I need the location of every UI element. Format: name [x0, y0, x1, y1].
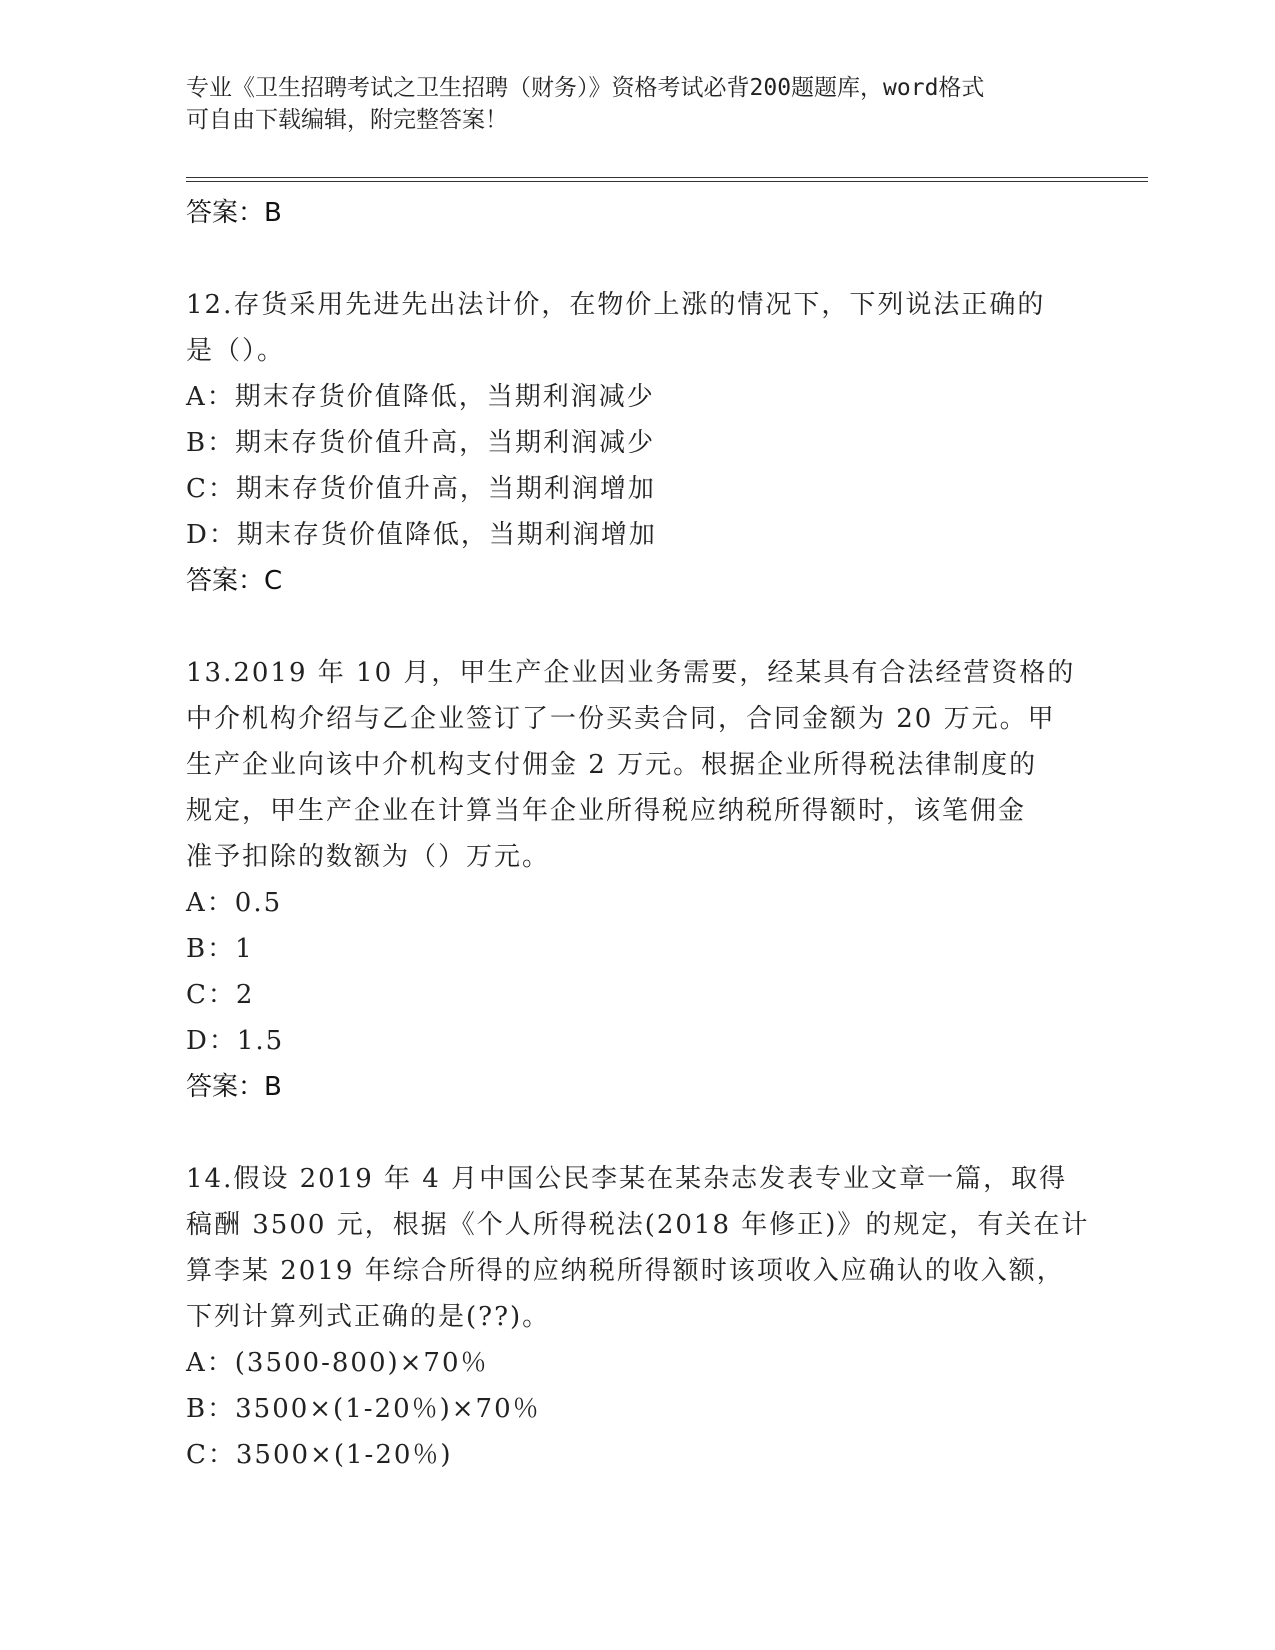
- header-line: 可自由下载编辑，附完整答案！: [186, 107, 508, 133]
- document-header: [186, 72, 1066, 136]
- header-line: 专业《卫生招聘考试之卫生招聘（财务）》资格考试必背200题题库，word格式: [186, 75, 985, 101]
- question-line: 中介机构介绍与乙企业签订了一份买卖合同，合同金额为 20 万元。甲: [186, 704, 1056, 734]
- answer-q12: 答案：C: [186, 566, 283, 596]
- header-divider: [186, 177, 1148, 178]
- question-line: 12.存货采用先进先出法计价，在物价上涨的情况下，下列说法正确的: [186, 290, 1046, 320]
- question-line: 是（）。: [186, 336, 286, 366]
- question-line: 14.假设 2019 年 4 月中国公民李某在某杂志发表专业文章一篇，取得: [186, 1164, 1068, 1194]
- option-c: C：2: [186, 980, 255, 1010]
- question-line: 生产企业向该中介机构支付佣金 2 万元。根据企业所得税法律制度的: [186, 750, 1038, 780]
- question-text: [186, 1156, 1090, 1340]
- question-13: [186, 650, 1076, 1064]
- option-b: B：1: [186, 934, 254, 964]
- question-12: [186, 282, 1076, 558]
- question-text: [186, 282, 1076, 374]
- question-line: 13.2019 年 10 月，甲生产企业因业务需要，经某具有合法经营资格的: [186, 658, 1076, 688]
- option-a: A：期末存货价值降低，当期利润减少: [186, 382, 655, 412]
- option-d: D：1.5: [186, 1026, 285, 1056]
- question-list: [186, 190, 1090, 1478]
- question-line: 稿酬 3500 元，根据《个人所得税法(2018 年修正)》的规定，有关在计: [186, 1210, 1090, 1240]
- option-b: B：3500×(1-20％)×70％: [186, 1394, 541, 1424]
- answer-q11: 答案：B: [186, 198, 282, 228]
- option-a: A：(3500-800)×70％: [186, 1348, 489, 1378]
- option-c: C：期末存货价值升高，当期利润增加: [186, 474, 656, 504]
- header-divider: [186, 181, 1148, 182]
- question-14: [186, 1156, 1090, 1478]
- question-line: 下列计算列式正确的是(??)。: [186, 1302, 551, 1332]
- question-line: 准予扣除的数额为（）万元。: [186, 842, 551, 872]
- option-c: C：3500×(1-20％): [186, 1440, 453, 1470]
- question-line: 算李某 2019 年综合所得的应纳税所得额时该项收入应确认的收入额，: [186, 1256, 1065, 1286]
- option-a: A：0.5: [186, 888, 283, 918]
- option-b: B：期末存货价值升高，当期利润减少: [186, 428, 656, 458]
- option-d: D：期末存货价值降低，当期利润增加: [186, 520, 657, 550]
- answer-q13: 答案：B: [186, 1072, 282, 1102]
- question-text: [186, 650, 1076, 880]
- question-line: 规定，甲生产企业在计算当年企业所得税应纳税所得额时，该笔佣金: [186, 796, 1027, 826]
